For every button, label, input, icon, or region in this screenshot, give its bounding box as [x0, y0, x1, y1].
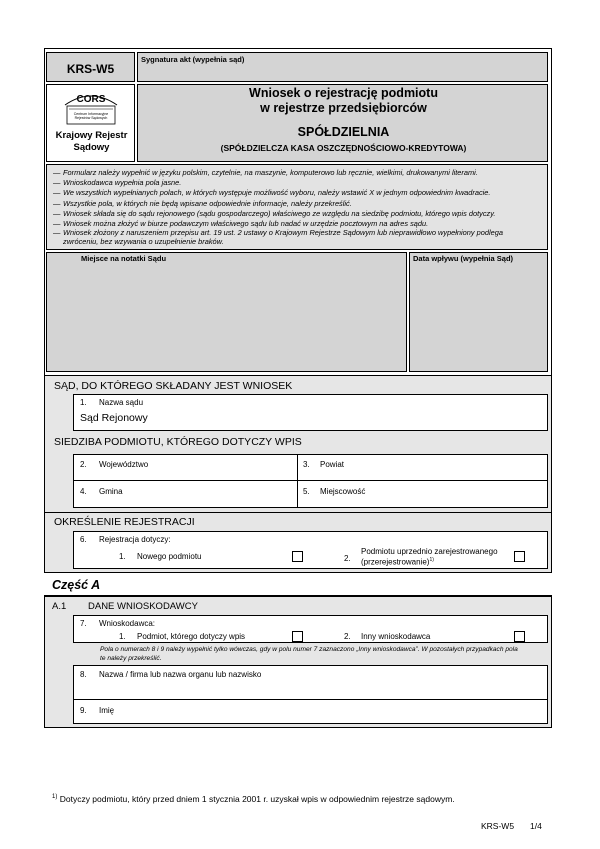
- field-number: 2.: [80, 460, 87, 469]
- seat-section-title: SIEDZIBA PODMIOTU, KTÓREGO DOTYCZY WPIS: [54, 436, 302, 448]
- field-number: 6.: [80, 535, 87, 544]
- applicant-note: Pola o numerach 8 i 9 należy wypełnić tylko wówczas, gdy w polu numer 7 zaznaczono „Inny wnioskodawca”. W pozostałych przypadkach pola te należy przekreślić.: [100, 646, 518, 662]
- field-number: 4.: [80, 487, 87, 496]
- applicant-other-checkbox[interactable]: [514, 631, 525, 642]
- field-label: Rejestracja dotyczy:: [99, 535, 171, 544]
- field-label: Imię: [99, 706, 115, 715]
- commune-field[interactable]: [73, 481, 298, 508]
- form-code-cell: [46, 52, 135, 82]
- page-number: 1/4: [530, 821, 542, 831]
- option-number: 1.: [119, 552, 126, 561]
- instruction-item: — Wnioskodawca wypełnia pola jasne.: [53, 178, 182, 188]
- form-title-line1: Wniosek o rejestrację podmiotu: [249, 86, 438, 100]
- voivodeship-field[interactable]: [73, 454, 298, 481]
- logo-text: CORS: [76, 94, 106, 105]
- instruction-item: — Wszystkie pola, w których nie będą wpisane odpowiednie informacje, należy przekreślić.: [53, 198, 352, 208]
- footnote-mark: 1): [52, 794, 58, 801]
- court-notes-label: Miejsce na notatki Sądu: [81, 254, 167, 263]
- logo-cell: [46, 84, 135, 162]
- title-cell: [137, 84, 548, 162]
- section-title: DANE WNIOSKODAWCY: [88, 601, 198, 612]
- field-label: Powiat: [320, 460, 345, 469]
- form-subtitle: SPÓŁDZIELNIA: [297, 125, 390, 139]
- receipt-date-label: Data wpływu (wypełnia Sąd): [413, 254, 514, 263]
- footnote-mark: 1): [429, 557, 434, 563]
- field-number: 1.: [80, 398, 87, 407]
- registration-section-title: OKREŚLENIE REJESTRACJI: [54, 516, 195, 528]
- field-label: Gmina: [99, 487, 123, 496]
- new-entity-checkbox[interactable]: [292, 551, 303, 562]
- option-number: 2.: [344, 632, 351, 641]
- field-label: Nazwa sądu: [99, 398, 144, 407]
- footnote-text: Dotyczy podmiotu, który przed dniem 1 stycznia 2001 r. uzyskał wpis w odpowiednim rejestrze sądowym.: [59, 794, 455, 804]
- option-label: (przerejestrowanie)$^{1)}$: [361, 557, 434, 567]
- footnote: [52, 794, 455, 804]
- registry-line1: Krajowy Rejestr: [55, 130, 128, 141]
- court-name-field[interactable]: [73, 394, 548, 431]
- sygnatura-label: Sygnatura akt (wypełnia sąd): [141, 55, 245, 64]
- instruction-item: — Wniosek złożony z naruszeniem przepisu art. 19 ust. 2 ustawy o Krajowym Rejestrze Sądowym lub nieprawidłowo wypełniony podlega: [53, 228, 503, 238]
- option-number: 2.: [344, 554, 351, 563]
- reregistration-checkbox[interactable]: [514, 551, 525, 562]
- county-field[interactable]: [298, 454, 548, 481]
- form-title-line2: w rejestrze przedsiębiorców: [260, 101, 427, 115]
- form-code: KRS-W5: [66, 62, 115, 76]
- instruction-item: zwróceniu, bez wzywania o uzupełnienie braków.: [63, 236, 224, 246]
- field-number: 8.: [80, 670, 87, 679]
- field-label: Wnioskodawca:: [99, 619, 156, 628]
- field-number: 5.: [303, 487, 310, 496]
- applicant-entity-checkbox[interactable]: [292, 631, 303, 642]
- applicant-first-name-field[interactable]: [73, 700, 548, 724]
- option-label: Podmiot, którego dotyczy wpis: [137, 632, 246, 641]
- court-name-value: Sąd Rejonowy: [80, 412, 148, 424]
- option-label: Podmiotu uprzednio zarejestrowanego: [361, 547, 498, 556]
- page-footer-code: KRS-W5: [481, 821, 515, 831]
- field-label: Miejscowość: [320, 487, 366, 496]
- cors-logo: [61, 91, 121, 127]
- instruction-item: — Formularz należy wypełnić w języku polskim, czytelnie, na maszynie, komputerowo lub ręcznie, wielkimi, drukowanymi literami.: [53, 168, 478, 177]
- instruction-item: — Wniosek składa się do sądu rejonowego (sądu gospodarczego) właściwego ze względu na siedzibę podmiotu, którego wpis dotyczy.: [53, 208, 496, 218]
- section-number: A.1: [52, 601, 67, 612]
- applicant-name-field[interactable]: [73, 665, 548, 700]
- registry-line2: Sądowy: [73, 142, 110, 153]
- registration-type-field: [73, 531, 548, 569]
- field-label: Nazwa / firma lub nazwa organu lub nazwisko: [99, 670, 262, 679]
- field-number: 9.: [80, 706, 87, 715]
- receipt-date-cell: [409, 252, 548, 372]
- court-section-title: SĄD, DO KTÓREGO SKŁADANY JEST WNIOSEK: [54, 380, 293, 392]
- instructions-box: [46, 164, 548, 250]
- option-label: Inny wnioskodawca: [361, 632, 431, 641]
- field-number: 3.: [303, 460, 310, 469]
- logo-small-text: Centrum Informacyjne Rejestrów Sądowych: [73, 112, 109, 120]
- field-number: 7.: [80, 619, 87, 628]
- sygnatura-cell: [137, 52, 548, 82]
- instruction-item: — We wszystkich wypełnianych polach, w których występuje możliwość wyboru, należy wstawić X w jednym odpowiednim kwadracie.: [53, 188, 491, 198]
- form-subtitle2: (SPÓŁDZIELCZA KASA OSZCZĘDNOŚCIOWO-KREDYTOWA): [220, 143, 467, 153]
- instruction-item: — Wniosek można złożyć w biurze podawczym właściwego sądu lub nadać w urzędzie pocztowym na adres sądu.: [53, 219, 429, 229]
- part-a-title: Część A: [52, 578, 101, 592]
- field-label: Województwo: [99, 460, 149, 469]
- option-number: 1.: [119, 632, 126, 641]
- applicant-field: [73, 615, 548, 643]
- locality-field[interactable]: [298, 481, 548, 508]
- option-label: Nowego podmiotu: [137, 552, 202, 561]
- court-notes-cell: [46, 252, 407, 372]
